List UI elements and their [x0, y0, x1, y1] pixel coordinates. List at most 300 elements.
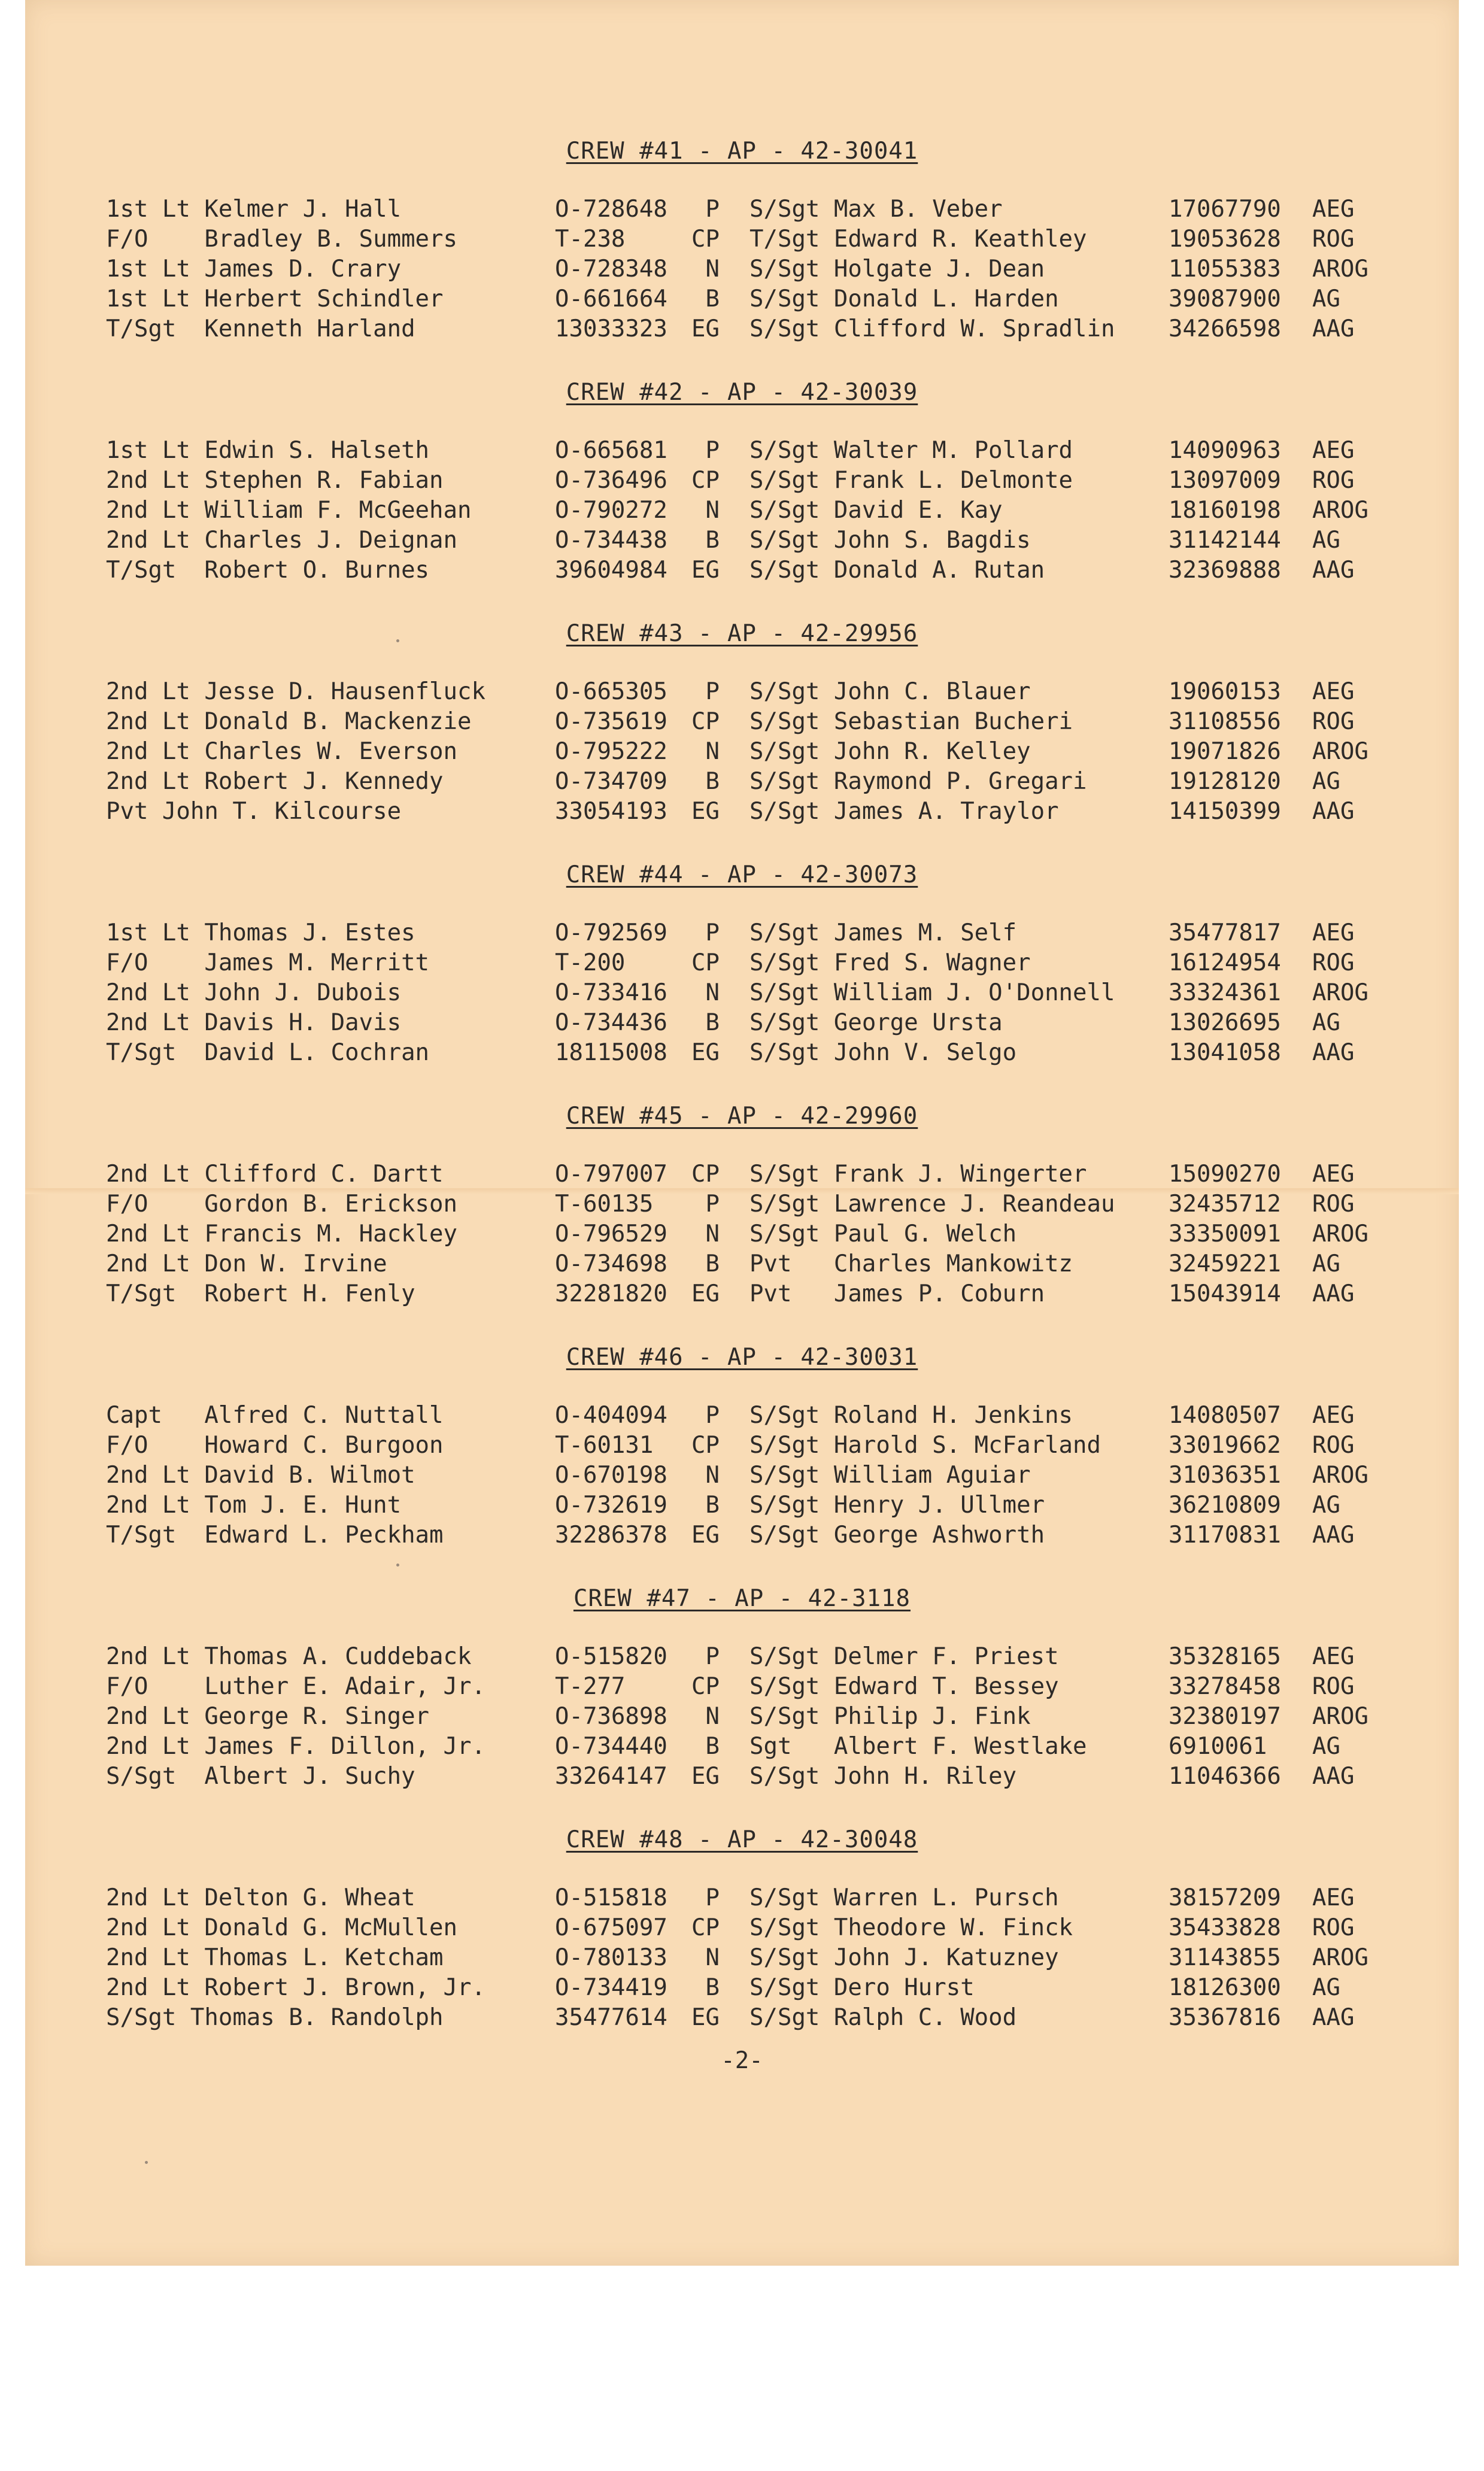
crew-member-row — [25, 1431, 1459, 1461]
officer-position: EG — [691, 2004, 720, 2031]
enlisted-serial: 15043914 — [1169, 1280, 1281, 1307]
officer-position: P — [705, 678, 720, 705]
officer-serial: O-736496 — [555, 467, 667, 494]
officer-name: 2nd Lt Thomas L. Ketcham — [106, 1944, 444, 1971]
crew-member-row — [25, 195, 1459, 224]
officer-serial: 32281820 — [555, 1280, 667, 1307]
officer-name: F/O Howard C. Burgoon — [106, 1432, 444, 1459]
enlisted-name: S/Sgt Edward T. Bessey — [749, 1673, 1059, 1700]
enlisted-name: S/Sgt Sebastian Bucheri — [749, 708, 1073, 735]
enlisted-role: AAG — [1312, 1522, 1355, 1549]
crew-member-row — [25, 1401, 1459, 1431]
officer-position: P — [705, 919, 720, 946]
enlisted-role: ROG — [1312, 708, 1355, 735]
enlisted-serial: 32380197 — [1169, 1703, 1281, 1730]
officer-serial: T-277 — [555, 1673, 626, 1700]
officer-position: CP — [691, 1161, 720, 1188]
enlisted-serial: 13026695 — [1169, 1009, 1281, 1036]
enlisted-role: AG — [1312, 1733, 1340, 1760]
officer-serial: O-734419 — [555, 1974, 667, 2001]
officer-name: 1st Lt Edwin S. Halseth — [106, 437, 430, 464]
officer-name: 1st Lt Kelmer J. Hall — [106, 196, 402, 223]
crew-member-row — [25, 677, 1459, 707]
enlisted-serial: 31142144 — [1169, 527, 1281, 554]
crew-title-text: CREW #48 - AP - 42-30048 — [566, 1826, 918, 1853]
crew-title — [25, 379, 1459, 406]
officer-name: 2nd Lt Charles W. Everson — [106, 738, 457, 765]
enlisted-role: AEG — [1312, 1884, 1355, 1911]
enlisted-role: AROG — [1312, 1703, 1368, 1730]
officer-position: CP — [691, 467, 720, 494]
enlisted-role: AROG — [1312, 1221, 1368, 1247]
officer-name: 2nd Lt Thomas A. Cuddeback — [106, 1643, 472, 1670]
officer-position: EG — [691, 1763, 720, 1790]
crew-member-row — [25, 1642, 1459, 1672]
crew-block — [25, 138, 1459, 353]
crew-block — [25, 1344, 1459, 1559]
officer-position: P — [705, 1884, 720, 1911]
enlisted-serial: 33324361 — [1169, 979, 1281, 1006]
crew-member-row — [25, 1189, 1459, 1219]
crew-member-row — [25, 1943, 1459, 1973]
crew-member-row — [25, 1973, 1459, 2003]
enlisted-serial: 38157209 — [1169, 1884, 1281, 1911]
officer-name: 2nd Lt George R. Singer — [106, 1703, 430, 1730]
crew-member-row — [25, 555, 1459, 585]
enlisted-role: AROG — [1312, 256, 1368, 283]
enlisted-serial: 31036351 — [1169, 1462, 1281, 1489]
officer-serial: 13033323 — [555, 315, 667, 342]
crew-member-row — [25, 1702, 1459, 1732]
officer-name: F/O Bradley B. Summers — [106, 226, 457, 253]
enlisted-name: S/Sgt George Ashworth — [749, 1522, 1045, 1549]
officer-serial: T-60131 — [555, 1432, 654, 1459]
enlisted-serial: 35328165 — [1169, 1643, 1281, 1670]
crew-member-row — [25, 948, 1459, 978]
enlisted-name: S/Sgt Delmer F. Priest — [749, 1643, 1059, 1670]
enlisted-name: S/Sgt Henry J. Ullmer — [749, 1492, 1045, 1519]
officer-serial: O-733416 — [555, 979, 667, 1006]
crew-member-row — [25, 224, 1459, 254]
page-number: -2- — [721, 2047, 763, 2074]
enlisted-name: S/Sgt Holgate J. Dean — [749, 256, 1045, 283]
enlisted-serial: 13041058 — [1169, 1039, 1281, 1066]
crew-member-row — [25, 496, 1459, 526]
enlisted-role: ROG — [1312, 1914, 1355, 1941]
officer-position: CP — [691, 1914, 720, 1941]
crew-title-text: CREW #42 - AP - 42-30039 — [566, 379, 918, 406]
officer-serial: 39604984 — [555, 557, 667, 584]
officer-position: N — [705, 738, 720, 765]
officer-serial: O-796529 — [555, 1221, 667, 1247]
enlisted-name: S/Sgt Dero Hurst — [749, 1974, 975, 2001]
officer-serial: O-792569 — [555, 919, 667, 946]
enlisted-name: S/Sgt John J. Katuzney — [749, 1944, 1059, 1971]
officer-serial: O-670198 — [555, 1462, 667, 1489]
enlisted-name: S/Sgt Donald A. Rutan — [749, 557, 1045, 584]
officer-serial: O-790272 — [555, 497, 667, 524]
officer-position: P — [705, 1402, 720, 1429]
enlisted-serial: 19128120 — [1169, 768, 1281, 795]
enlisted-serial: 33350091 — [1169, 1221, 1281, 1247]
officer-name: T/Sgt Robert O. Burnes — [106, 557, 430, 584]
enlisted-name: S/Sgt David E. Kay — [749, 497, 1003, 524]
crew-member-row — [25, 1732, 1459, 1762]
crew-member-row — [25, 1520, 1459, 1550]
officer-serial: O-728648 — [555, 196, 667, 223]
crew-member-row — [25, 797, 1459, 827]
officer-position: P — [705, 1191, 720, 1218]
enlisted-role: ROG — [1312, 1673, 1355, 1700]
enlisted-role: AEG — [1312, 196, 1355, 223]
crew-member-row — [25, 2003, 1459, 2033]
officer-serial: O-795222 — [555, 738, 667, 765]
enlisted-name: S/Sgt Clifford W. Spradlin — [749, 315, 1115, 342]
enlisted-role: AEG — [1312, 678, 1355, 705]
crew-title — [25, 620, 1459, 647]
officer-serial: O-665305 — [555, 678, 667, 705]
officer-name: 2nd Lt William F. McGeehan — [106, 497, 472, 524]
officer-position: N — [705, 1944, 720, 1971]
officer-position: B — [705, 286, 720, 312]
enlisted-role: ROG — [1312, 467, 1355, 494]
enlisted-serial: 18160198 — [1169, 497, 1281, 524]
enlisted-name: S/Sgt Walter M. Pollard — [749, 437, 1073, 464]
enlisted-role: AEG — [1312, 1161, 1355, 1188]
enlisted-serial: 16124954 — [1169, 949, 1281, 976]
officer-name: 2nd Lt Davis H. Davis — [106, 1009, 402, 1036]
officer-position: B — [705, 1492, 720, 1519]
enlisted-name: S/Sgt Donald L. Harden — [749, 286, 1059, 312]
enlisted-serial: 14080507 — [1169, 1402, 1281, 1429]
officer-name: S/Sgt Albert J. Suchy — [106, 1763, 415, 1790]
enlisted-role: AG — [1312, 1492, 1340, 1519]
document-page — [25, 0, 1459, 2266]
crew-member-row — [25, 1461, 1459, 1491]
enlisted-serial: 13097009 — [1169, 467, 1281, 494]
crew-member-row — [25, 707, 1459, 737]
enlisted-role: AAG — [1312, 2004, 1355, 2031]
enlisted-serial: 15090270 — [1169, 1161, 1281, 1188]
officer-position: N — [705, 1462, 720, 1489]
crew-member-row — [25, 314, 1459, 344]
crew-member-row — [25, 1159, 1459, 1189]
officer-name: 2nd Lt Donald B. Mackenzie — [106, 708, 472, 735]
officer-position: N — [705, 1221, 720, 1247]
officer-position: EG — [691, 557, 720, 584]
crew-member-row — [25, 1279, 1459, 1309]
officer-position: CP — [691, 708, 720, 735]
officer-serial: O-734436 — [555, 1009, 667, 1036]
officer-serial: O-665681 — [555, 437, 667, 464]
enlisted-name: S/Sgt John H. Riley — [749, 1763, 1017, 1790]
officer-serial: O-734709 — [555, 768, 667, 795]
officer-position: EG — [691, 1522, 720, 1549]
enlisted-name: Pvt Charles Mankowitz — [749, 1250, 1073, 1277]
crew-block — [25, 1585, 1459, 1801]
officer-name: Capt Alfred C. Nuttall — [106, 1402, 444, 1429]
officer-position: N — [705, 256, 720, 283]
enlisted-role: AG — [1312, 527, 1340, 554]
enlisted-name: S/Sgt Max B. Veber — [749, 196, 1003, 223]
enlisted-serial: 36210809 — [1169, 1492, 1281, 1519]
crew-member-row — [25, 767, 1459, 797]
crew-member-row — [25, 918, 1459, 948]
crew-block — [25, 1103, 1459, 1318]
officer-name: S/Sgt Thomas B. Randolph — [106, 2004, 444, 2031]
enlisted-name: S/Sgt John S. Bagdis — [749, 527, 1031, 554]
officer-position: P — [705, 437, 720, 464]
enlisted-role: AG — [1312, 1009, 1340, 1036]
enlisted-name: T/Sgt Edward R. Keathley — [749, 226, 1087, 253]
officer-name: 1st Lt James D. Crary — [106, 256, 402, 283]
officer-name: 2nd Lt Robert J. Brown, Jr. — [106, 1974, 485, 2001]
enlisted-role: AAG — [1312, 557, 1355, 584]
officer-name: T/Sgt Kenneth Harland — [106, 315, 415, 342]
officer-serial: O-515818 — [555, 1884, 667, 1911]
officer-name: 2nd Lt Jesse D. Hausenfluck — [106, 678, 485, 705]
officer-position: EG — [691, 798, 720, 825]
crew-member-row — [25, 254, 1459, 284]
crew-member-row — [25, 466, 1459, 496]
officer-serial: O-734440 — [555, 1733, 667, 1760]
enlisted-serial: 31170831 — [1169, 1522, 1281, 1549]
enlisted-serial: 19060153 — [1169, 678, 1281, 705]
enlisted-serial: 35433828 — [1169, 1914, 1281, 1941]
enlisted-role: AROG — [1312, 738, 1368, 765]
enlisted-name: S/Sgt John R. Kelley — [749, 738, 1031, 765]
officer-serial: O-735619 — [555, 708, 667, 735]
crew-title — [25, 1344, 1459, 1371]
officer-serial: 33054193 — [555, 798, 667, 825]
officer-serial: O-734698 — [555, 1250, 667, 1277]
enlisted-role: AG — [1312, 768, 1340, 795]
crew-title — [25, 1585, 1459, 1612]
officer-name: 2nd Lt Robert J. Kennedy — [106, 768, 444, 795]
officer-name: 2nd Lt Delton G. Wheat — [106, 1884, 415, 1911]
officer-name: 2nd Lt John J. Dubois — [106, 979, 402, 1006]
enlisted-role: AG — [1312, 286, 1340, 312]
enlisted-role: AG — [1312, 1250, 1340, 1277]
officer-name: T/Sgt Edward L. Peckham — [106, 1522, 444, 1549]
enlisted-serial: 35367816 — [1169, 2004, 1281, 2031]
officer-name: 2nd Lt Donald G. McMullen — [106, 1914, 457, 1941]
enlisted-serial: 31108556 — [1169, 708, 1281, 735]
enlisted-serial: 11046366 — [1169, 1763, 1281, 1790]
crew-block — [25, 1826, 1459, 2042]
officer-name: T/Sgt Robert H. Fenly — [106, 1280, 415, 1307]
officer-position: B — [705, 1009, 720, 1036]
enlisted-serial: 14150399 — [1169, 798, 1281, 825]
enlisted-name: S/Sgt Theodore W. Finck — [749, 1914, 1073, 1941]
officer-name: F/O Luther E. Adair, Jr. — [106, 1673, 485, 1700]
enlisted-name: Pvt James P. Coburn — [749, 1280, 1045, 1307]
enlisted-role: AAG — [1312, 798, 1355, 825]
crew-member-row — [25, 284, 1459, 314]
officer-position: P — [705, 196, 720, 223]
officer-position: N — [705, 497, 720, 524]
officer-name: 2nd Lt Don W. Irvine — [106, 1250, 387, 1277]
officer-position: EG — [691, 1280, 720, 1307]
crew-member-row — [25, 1672, 1459, 1702]
enlisted-role: ROG — [1312, 949, 1355, 976]
enlisted-role: AROG — [1312, 497, 1368, 524]
crew-member-row — [25, 1249, 1459, 1279]
enlisted-role: AAG — [1312, 1763, 1355, 1790]
enlisted-name: S/Sgt Ralph C. Wood — [749, 2004, 1017, 2031]
officer-position: EG — [691, 315, 720, 342]
officer-name: 2nd Lt James F. Dillon, Jr. — [106, 1733, 485, 1760]
enlisted-name: S/Sgt James A. Traylor — [749, 798, 1059, 825]
enlisted-role: AROG — [1312, 1462, 1368, 1489]
crew-title — [25, 1826, 1459, 1853]
officer-position: B — [705, 1733, 720, 1760]
crew-title — [25, 1103, 1459, 1130]
officer-name: Pvt John T. Kilcourse — [106, 798, 402, 825]
crew-title — [25, 861, 1459, 888]
enlisted-name: S/Sgt John V. Selgo — [749, 1039, 1017, 1066]
enlisted-name: S/Sgt Harold S. McFarland — [749, 1432, 1101, 1459]
officer-serial: O-736898 — [555, 1703, 667, 1730]
officer-name: 2nd Lt Francis M. Hackley — [106, 1221, 457, 1247]
enlisted-serial: 32435712 — [1169, 1191, 1281, 1218]
enlisted-role: ROG — [1312, 1191, 1355, 1218]
officer-position: P — [705, 1643, 720, 1670]
crew-member-row — [25, 1913, 1459, 1943]
crew-title-text: CREW #46 - AP - 42-30031 — [566, 1344, 918, 1371]
crew-block — [25, 620, 1459, 836]
enlisted-role: AAG — [1312, 1280, 1355, 1307]
paper-speck — [396, 1564, 399, 1567]
officer-serial: T-60135 — [555, 1191, 654, 1218]
officer-name: 2nd Lt David B. Wilmot — [106, 1462, 415, 1489]
enlisted-role: AEG — [1312, 1643, 1355, 1670]
crew-member-row — [25, 737, 1459, 767]
enlisted-serial: 17067790 — [1169, 196, 1281, 223]
enlisted-role: AROG — [1312, 979, 1368, 1006]
enlisted-serial: 6910061 — [1169, 1733, 1267, 1760]
officer-name: 2nd Lt Charles J. Deignan — [106, 527, 457, 554]
officer-name: 2nd Lt Tom J. E. Hunt — [106, 1492, 402, 1519]
officer-serial: O-728348 — [555, 256, 667, 283]
officer-serial: 35477614 — [555, 2004, 667, 2031]
crew-title-text: CREW #45 - AP - 42-29960 — [566, 1103, 918, 1130]
enlisted-role: AEG — [1312, 919, 1355, 946]
crew-member-row — [25, 526, 1459, 555]
officer-serial: O-734438 — [555, 527, 667, 554]
enlisted-role: AROG — [1312, 1944, 1368, 1971]
officer-position: EG — [691, 1039, 720, 1066]
officer-position: N — [705, 979, 720, 1006]
officer-position: CP — [691, 226, 720, 253]
officer-position: CP — [691, 1432, 720, 1459]
crew-member-row — [25, 1219, 1459, 1249]
enlisted-serial: 33019662 — [1169, 1432, 1281, 1459]
crew-title — [25, 138, 1459, 165]
crew-block — [25, 379, 1459, 594]
crew-block — [25, 861, 1459, 1077]
crew-member-row — [25, 1883, 1459, 1913]
officer-position: N — [705, 1703, 720, 1730]
officer-serial: O-797007 — [555, 1161, 667, 1188]
officer-name: 1st Lt Thomas J. Estes — [106, 919, 415, 946]
officer-serial: O-675097 — [555, 1914, 667, 1941]
officer-serial: O-780133 — [555, 1944, 667, 1971]
enlisted-serial: 34266598 — [1169, 315, 1281, 342]
enlisted-role: AEG — [1312, 437, 1355, 464]
paper-speck — [145, 2161, 148, 2164]
enlisted-serial: 32369888 — [1169, 557, 1281, 584]
enlisted-serial: 33278458 — [1169, 1673, 1281, 1700]
enlisted-name: S/Sgt Fred S. Wagner — [749, 949, 1031, 976]
enlisted-name: S/Sgt Roland H. Jenkins — [749, 1402, 1073, 1429]
crew-member-row — [25, 978, 1459, 1008]
officer-serial: T-200 — [555, 949, 626, 976]
enlisted-serial: 19053628 — [1169, 226, 1281, 253]
crew-member-row — [25, 1038, 1459, 1068]
enlisted-name: S/Sgt John C. Blauer — [749, 678, 1031, 705]
officer-serial: O-661664 — [555, 286, 667, 312]
officer-serial: O-732619 — [555, 1492, 667, 1519]
crew-member-row — [25, 1762, 1459, 1792]
crew-member-row — [25, 1008, 1459, 1038]
enlisted-role: ROG — [1312, 226, 1355, 253]
officer-name: T/Sgt David L. Cochran — [106, 1039, 430, 1066]
crew-member-row — [25, 436, 1459, 466]
officer-serial: O-515820 — [555, 1643, 667, 1670]
enlisted-serial: 11055383 — [1169, 256, 1281, 283]
enlisted-name: S/Sgt William Aguiar — [749, 1462, 1031, 1489]
enlisted-name: S/Sgt Raymond P. Gregari — [749, 768, 1087, 795]
officer-position: B — [705, 768, 720, 795]
officer-position: B — [705, 527, 720, 554]
officer-position: CP — [691, 949, 720, 976]
enlisted-name: S/Sgt Warren L. Pursch — [749, 1884, 1059, 1911]
officer-position: CP — [691, 1673, 720, 1700]
enlisted-serial: 18126300 — [1169, 1974, 1281, 2001]
enlisted-role: ROG — [1312, 1432, 1355, 1459]
officer-serial: 18115008 — [555, 1039, 667, 1066]
enlisted-name: S/Sgt Paul G. Welch — [749, 1221, 1017, 1247]
enlisted-serial: 39087900 — [1169, 286, 1281, 312]
enlisted-name: S/Sgt Frank L. Delmonte — [749, 467, 1073, 494]
enlisted-serial: 19071826 — [1169, 738, 1281, 765]
crew-title-text: CREW #41 - AP - 42-30041 — [566, 138, 918, 165]
enlisted-role: AG — [1312, 1974, 1340, 2001]
enlisted-serial: 31143855 — [1169, 1944, 1281, 1971]
officer-name: F/O James M. Merritt — [106, 949, 430, 976]
enlisted-role: AAG — [1312, 1039, 1355, 1066]
enlisted-serial: 14090963 — [1169, 437, 1281, 464]
enlisted-name: Sgt Albert F. Westlake — [749, 1733, 1087, 1760]
enlisted-name: S/Sgt Lawrence J. Reandeau — [749, 1191, 1115, 1218]
enlisted-role: AAG — [1312, 315, 1355, 342]
enlisted-serial: 32459221 — [1169, 1250, 1281, 1277]
enlisted-name: S/Sgt William J. O'Donnell — [749, 979, 1115, 1006]
officer-serial: O-404094 — [555, 1402, 667, 1429]
officer-name: 2nd Lt Clifford C. Dartt — [106, 1161, 444, 1188]
crew-title-text: CREW #43 - AP - 42-29956 — [566, 620, 918, 647]
enlisted-name: S/Sgt Frank J. Wingerter — [749, 1161, 1087, 1188]
enlisted-role: AEG — [1312, 1402, 1355, 1429]
officer-name: 2nd Lt Stephen R. Fabian — [106, 467, 444, 494]
officer-position: B — [705, 1974, 720, 2001]
crew-title-text: CREW #47 - AP - 42-3118 — [573, 1585, 911, 1612]
crew-member-row — [25, 1491, 1459, 1520]
enlisted-name: S/Sgt James M. Self — [749, 919, 1017, 946]
officer-name: F/O Gordon B. Erickson — [106, 1191, 457, 1218]
officer-serial: T-238 — [555, 226, 626, 253]
